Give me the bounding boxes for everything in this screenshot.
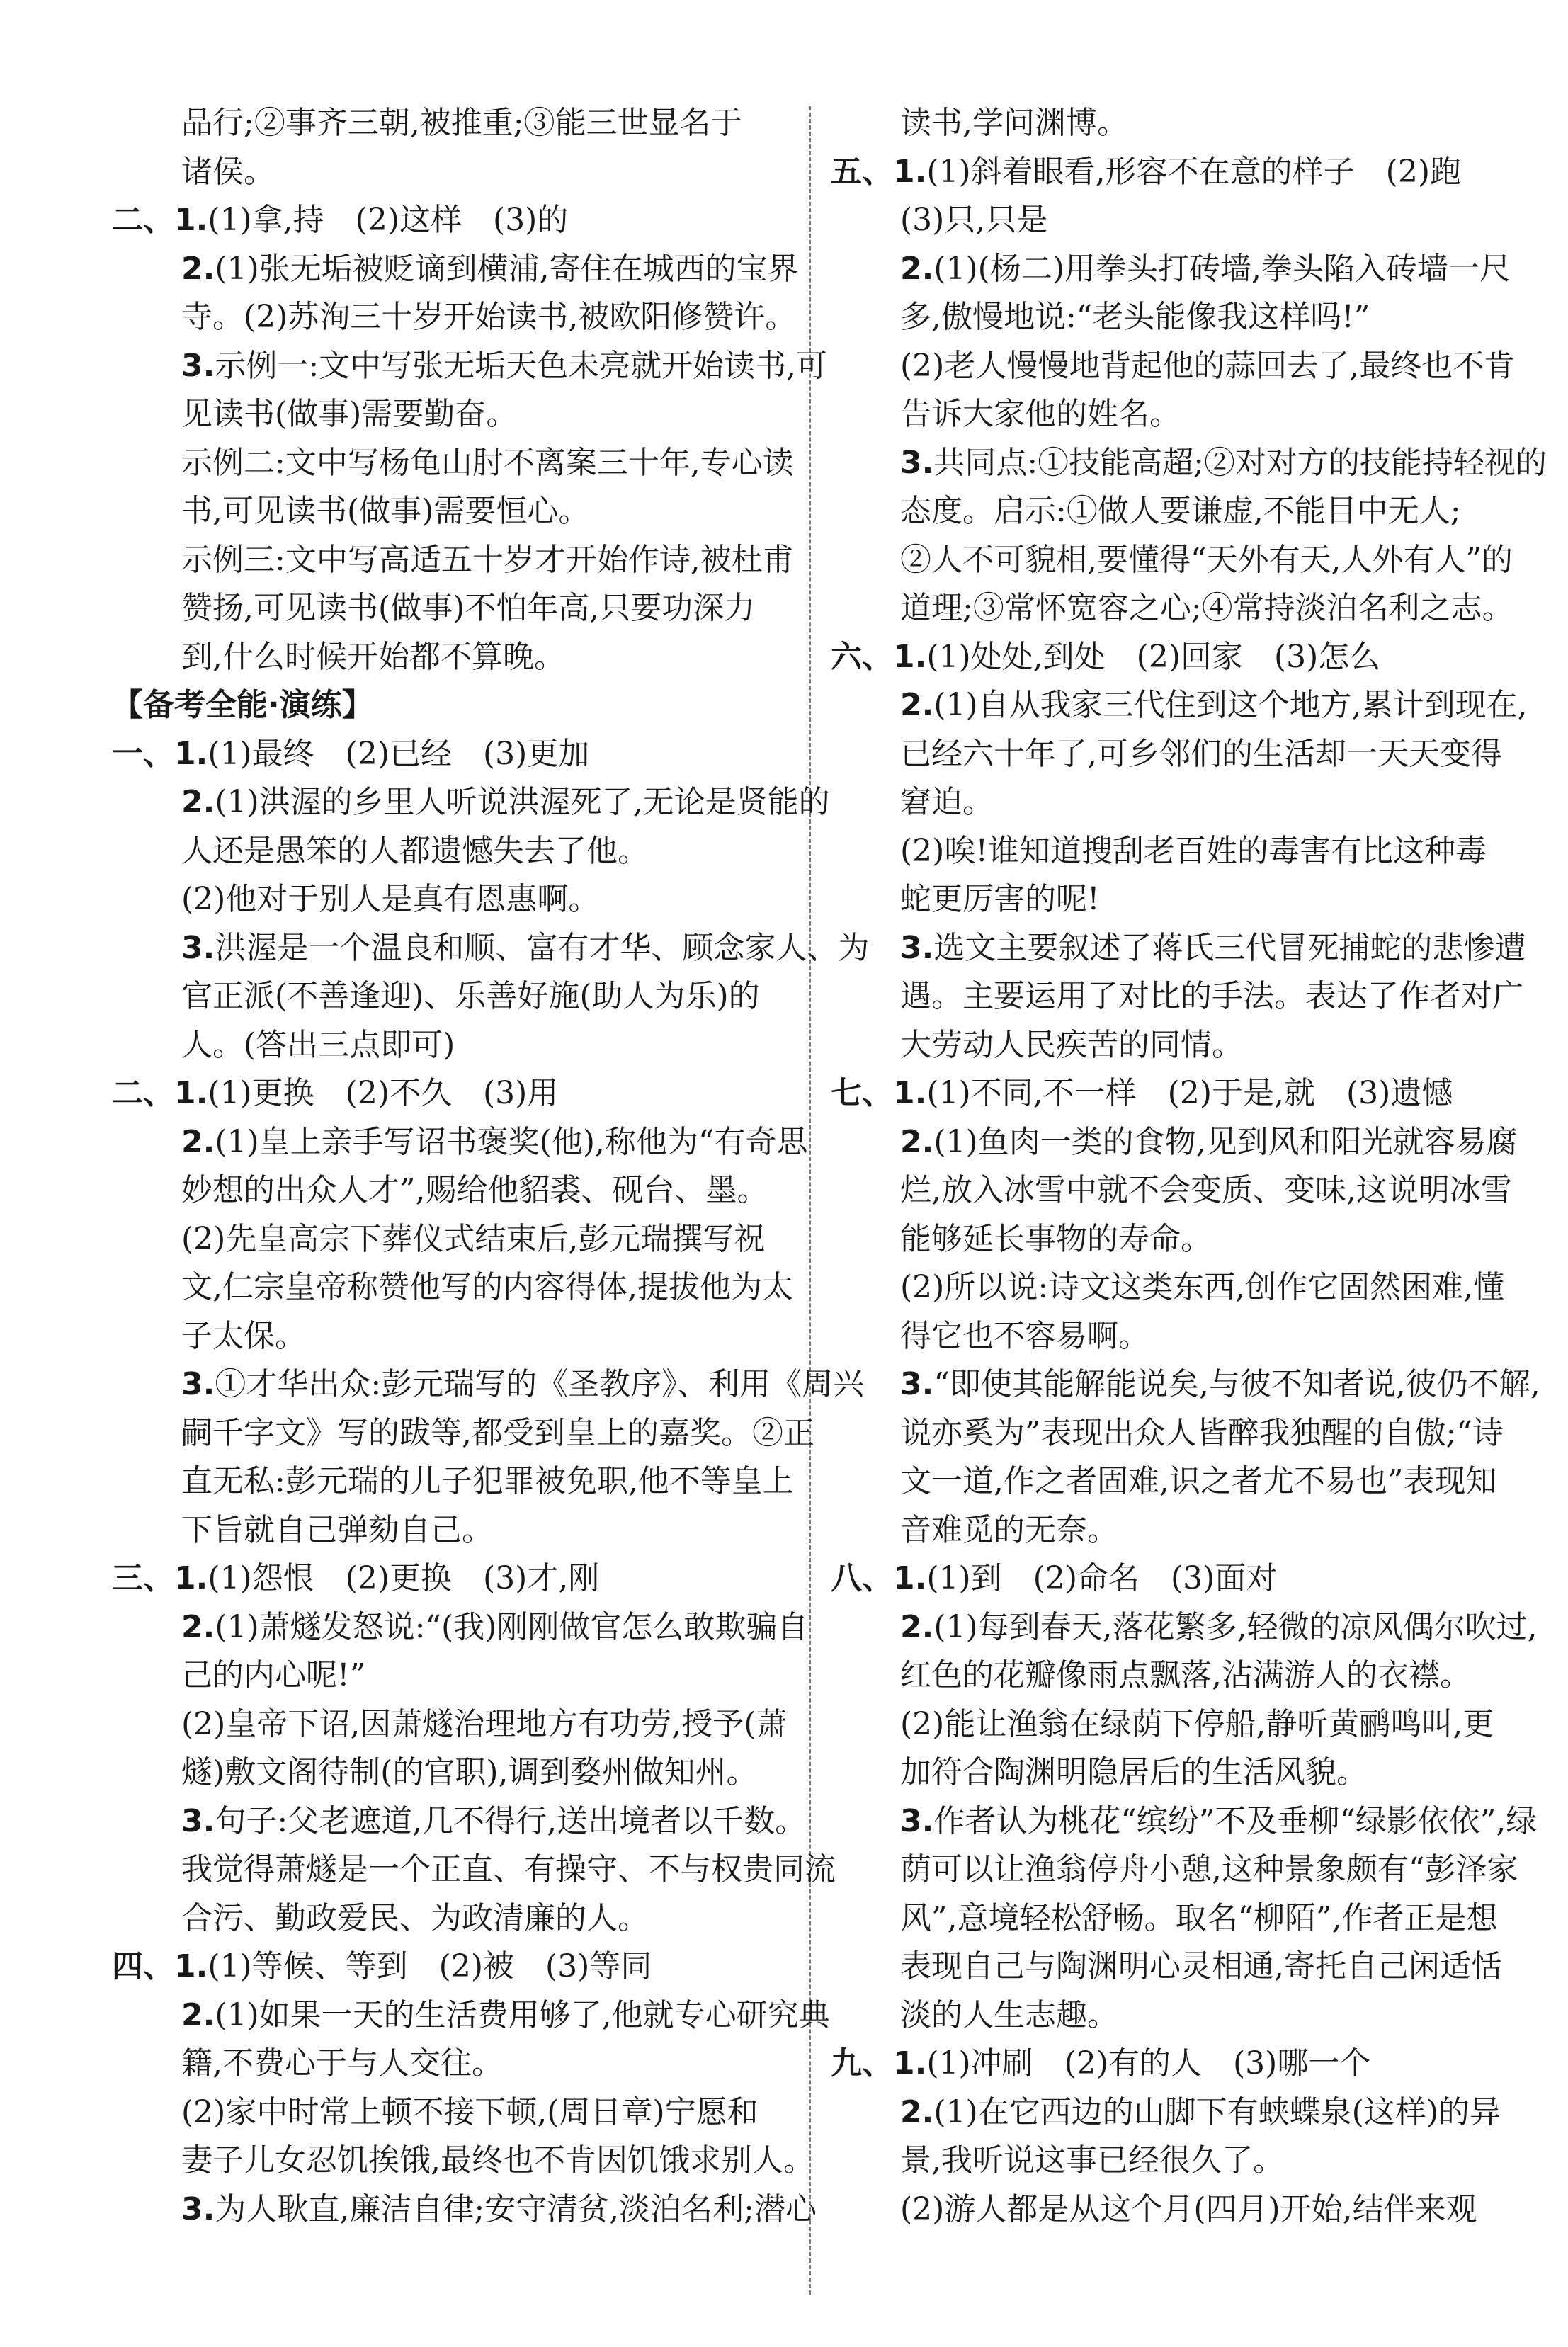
question-number: 3.	[181, 929, 215, 966]
answer-text: 读书,学问渊博。	[900, 105, 1128, 141]
answer-text: 荫可以让渔翁停舟小憩,这种景象颇有“彭泽家	[900, 1851, 1518, 1887]
answer-line	[112, 1506, 802, 1555]
answer-line	[112, 1846, 836, 1894]
answer-line	[112, 633, 802, 682]
answer-line	[831, 390, 1521, 439]
answer-text: 音难觅的无奈。	[900, 1511, 1118, 1548]
answer-line	[112, 1652, 802, 1700]
answer-text: 我觉得萧燧是一个正直、有操守、不与权贵同流	[181, 1851, 836, 1887]
answer-text: 已经六十年了,可乡邻们的生活却一天天变得	[900, 735, 1502, 772]
answer-line	[112, 196, 802, 245]
right-column	[831, 99, 1547, 2234]
answer-line	[112, 1943, 802, 1991]
answer-line	[112, 1215, 802, 1264]
answer-text: 燧)敷文阁待制(的官职),调到婺州做知州。	[181, 1754, 758, 1790]
answer-line	[112, 1749, 802, 1797]
answer-text: 加符合陶渊明隐居后的生活风貌。	[900, 1754, 1368, 1790]
answer-text: 得它也不容易啊。	[900, 1317, 1149, 1354]
answer-text: ①才华出众:彭元瑞写的《圣教序》、利用《周兴	[215, 1366, 865, 1402]
answer-text: (1)等候、等到 (2)被 (3)等同	[208, 1948, 652, 1984]
answer-line	[831, 1409, 1521, 1458]
answer-line	[112, 1700, 802, 1749]
answer-line	[112, 2040, 802, 2089]
question-number: 2.	[181, 1123, 215, 1160]
answer-line	[831, 293, 1521, 342]
answer-line	[112, 536, 802, 585]
question-number: 3.	[181, 1366, 215, 1402]
answer-line	[831, 730, 1521, 779]
answer-text: 文,仁宗皇帝称赞他写的内容得体,提拔他为太	[181, 1269, 793, 1305]
question-number: 2.	[900, 2093, 934, 2130]
question-number: 2.	[181, 250, 215, 287]
answer-line	[831, 1263, 1521, 1312]
answer-text: 烂,放入冰雪中就不会变质、变味,这说明冰雪	[900, 1172, 1512, 1208]
answer-line	[831, 1603, 1538, 1652]
answer-text: (1)斜着眼看,形容不在意的样子 (2)跑	[926, 153, 1461, 190]
answer-text: (2)家中时常上顿不接下顿,(周日章)宁愿和	[181, 2093, 759, 2130]
answer-text: (2)老人慢慢地背起他的蒜回去了,最终也不肯	[900, 347, 1516, 384]
answer-line	[112, 390, 802, 439]
answer-line	[831, 342, 1521, 391]
answer-text: 多,傲慢地说:“老头能像我这样吗!”	[900, 299, 1370, 335]
answer-text: 官正派(不善逢迎)、乐善好施(助人为乐)的	[181, 978, 760, 1014]
answer-text: 妻子儿女忍饥挨饿,最终也不肯因饥饿求别人。	[181, 2142, 814, 2178]
answer-text: (2)游人都是从这个月(四月)开始,结伴来观	[900, 2190, 1477, 2227]
answer-line	[831, 99, 1521, 148]
answer-text: 告诉大家他的姓名。	[900, 396, 1181, 432]
answer-line	[112, 972, 802, 1021]
answer-line	[112, 1069, 802, 1118]
answer-text: 书,可见读书(做事)需要恒心。	[181, 493, 590, 529]
answer-text: 到,什么时候开始都不算晚。	[181, 638, 565, 675]
answer-text: (1)拿,持 (2)这样 (3)的	[208, 202, 569, 238]
answer-text: 蛇更厉害的呢!	[900, 881, 1100, 917]
question-number: 七、1.	[831, 1075, 927, 1111]
answer-line	[831, 1894, 1521, 1943]
question-number: 六、1.	[831, 638, 927, 675]
question-number: 三、1.	[112, 1560, 208, 1596]
question-number: 3.	[900, 1802, 934, 1839]
answer-text: 洪渥是一个温良和顺、富有才华、顾念家人、为	[215, 929, 870, 966]
answer-line	[831, 2137, 1521, 2186]
answer-line	[112, 730, 802, 779]
answer-text: 态度。启示:①做人要谦虚,不能目中无人;	[900, 493, 1461, 529]
answer-line	[112, 584, 802, 633]
question-number: 八、1.	[831, 1560, 927, 1596]
answer-line	[831, 245, 1521, 294]
answer-line	[831, 1215, 1521, 1264]
answer-text: 示例一:文中写张无垢天色未亮就开始读书,可	[215, 347, 828, 384]
answer-text: 表现自己与陶渊明心灵相通,寄托自己闲适恬	[900, 1948, 1502, 1984]
answer-line	[112, 2137, 814, 2186]
left-column	[112, 99, 870, 2234]
answer-line	[831, 633, 1521, 682]
answer-line	[831, 584, 1521, 633]
answer-text: 子太保。	[181, 1317, 306, 1354]
question-number: 四、1.	[112, 1948, 208, 1984]
answer-text: 句子:父老遮道,几不得行,送出境者以千数。	[215, 1802, 807, 1839]
answer-text: (2)能让渔翁在绿荫下停船,静听黄鹂鸣叫,更	[900, 1705, 1494, 1742]
answer-text: (1)每到春天,落花繁多,轻微的凉风偶尔吹过,	[933, 1608, 1538, 1645]
question-number: 3.	[900, 444, 934, 481]
answer-text: 赞扬,可见读书(做事)不怕年高,只要功深力	[181, 590, 756, 626]
answer-line	[831, 1021, 1521, 1070]
question-number: 3.	[181, 1802, 215, 1839]
answer-line	[831, 1457, 1521, 1506]
answer-text: (2)所以说:诗文这类东西,创作它固然困难,懂	[900, 1269, 1505, 1305]
answer-text: (1)自从我家三代住到这个地方,累计到现在,	[933, 687, 1528, 723]
answer-line	[112, 778, 830, 827]
answer-text: 人。(答出三点即可)	[181, 1026, 455, 1063]
answer-text: 选文主要叙述了蒋氏三代冒死捕蛇的悲惨遭	[933, 929, 1526, 966]
answer-line	[831, 196, 1521, 245]
answer-text: (3)只,只是	[900, 202, 1048, 238]
answer-text: 籍,不费心于与人交往。	[181, 2045, 503, 2081]
answer-line	[112, 2089, 802, 2137]
answer-text: 下旨就自己弹劾自己。	[181, 1511, 493, 1548]
answer-line	[831, 2040, 1521, 2089]
answer-line	[831, 439, 1547, 488]
question-number: 五、1.	[831, 153, 927, 190]
question-number: 2.	[181, 784, 215, 820]
answer-line	[112, 1797, 807, 1846]
answer-line	[831, 1312, 1521, 1361]
answer-line	[831, 1555, 1521, 1603]
answer-text: 妙想的出众人才”,赐给他貂裘、砚台、墨。	[181, 1172, 768, 1208]
question-number: 2.	[900, 687, 934, 723]
question-number: 2.	[900, 1608, 934, 1645]
answer-text: (1)处处,到处 (2)回家 (3)怎么	[926, 638, 1381, 675]
answer-line	[112, 148, 802, 197]
answer-text: 景,我听说这事已经很久了。	[900, 2142, 1284, 2178]
answer-line	[831, 1652, 1521, 1700]
question-number: 2.	[900, 1123, 934, 1160]
answer-text: 品行;②事齐三朝,被推重;③能三世显名于	[181, 105, 742, 141]
answer-line	[112, 1409, 814, 1458]
answer-line	[831, 778, 1521, 827]
answer-line	[831, 1360, 1540, 1409]
answer-text: (1)萧燧发怒说:“(我)刚刚做官怎么敢欺骗自	[215, 1608, 809, 1645]
answer-line	[112, 681, 802, 730]
answer-line	[831, 681, 1528, 730]
answer-line	[831, 2089, 1521, 2137]
answer-text: “即使其能解能说矣,与彼不知者说,彼仍不解,	[933, 1366, 1540, 1402]
answer-text: (1)最终 (2)已经 (3)更加	[208, 735, 590, 772]
section-title: 【备考全能·演练】	[112, 687, 373, 723]
answer-text: ②人不可貌相,要懂得“天外有天,人外有人”的	[900, 541, 1513, 578]
question-number: 3.	[181, 347, 215, 384]
answer-text: (2)他对于别人是真有恩惠啊。	[181, 881, 600, 917]
answer-line	[112, 1555, 802, 1603]
answer-text: 直无私:彭元瑞的儿子犯罪被免职,他不等皇上	[181, 1463, 794, 1499]
answer-line	[831, 1506, 1521, 1555]
question-number: 2.	[181, 1996, 215, 2033]
answer-text: 道理;③常怀宽容之心;④常持淡泊名利之志。	[900, 590, 1513, 626]
answer-text: 红色的花瓣像雨点飘落,沾满游人的衣襟。	[900, 1657, 1471, 1693]
answer-text: (1)洪渥的乡里人听说洪渥死了,无论是贤能的	[215, 784, 830, 820]
answer-text: 作者认为桃花“缤纷”不及垂柳“绿影依依”,绿	[933, 1802, 1538, 1839]
answer-text: (1)皇上亲手写诏书褒奖(他),称他为“有奇思	[215, 1123, 808, 1160]
answer-line	[112, 1894, 802, 1943]
question-number: 3.	[900, 1366, 934, 1402]
answer-line	[112, 875, 802, 924]
answer-text: (1)张无垢被贬谪到横浦,寄住在城西的宝界	[215, 250, 799, 287]
answer-line	[112, 99, 802, 148]
answer-text: 示例三:文中写高适五十岁才开始作诗,被杜甫	[181, 541, 794, 578]
answer-text: 风”,意境轻松舒畅。取名“柳陌”,作者正是想	[900, 1899, 1498, 1936]
answer-text: (1)怨恨 (2)更换 (3)才,刚	[208, 1560, 600, 1596]
answer-text: 嗣千字文》写的跋等,都受到皇上的嘉奖。②正	[181, 1414, 814, 1451]
answer-text: 见读书(做事)需要勤奋。	[181, 396, 518, 432]
column-divider	[809, 106, 811, 2295]
answer-text: 说亦奚为”表现出众人皆醉我独醒的自傲;“诗	[900, 1414, 1504, 1451]
answer-text: (2)皇帝下诏,因萧燧治理地方有功劳,授予(萧	[181, 1705, 788, 1742]
answer-text: (1)鱼肉一类的食物,见到风和阳光就容易腐	[933, 1123, 1518, 1160]
answer-line	[831, 536, 1521, 585]
answer-line	[112, 1263, 802, 1312]
answer-line	[831, 1846, 1521, 1894]
question-number: 2.	[181, 1608, 215, 1645]
answer-text: (1)(杨二)用拳头打砖墙,拳头陷入砖墙一尺	[933, 250, 1511, 287]
answer-text: (2)先皇高宗下葬仪式结束后,彭元瑞撰写祝	[181, 1220, 766, 1257]
answer-line	[112, 1118, 808, 1167]
answer-text: 文一道,作之者固难,识之者尤不易也”表现知	[900, 1463, 1497, 1499]
answer-text: (1)不同,不一样 (2)于是,就 (3)遗憾	[926, 1075, 1453, 1111]
answer-text: (1)如果一天的生活费用够了,他就专心研究典	[215, 1996, 830, 2033]
answer-text: (1)到 (2)命名 (3)面对	[926, 1560, 1278, 1596]
answer-line	[112, 1457, 802, 1506]
question-number: 二、1.	[112, 1075, 208, 1111]
answer-text: (1)在它西边的山脚下有蛱蝶泉(这样)的异	[933, 2093, 1501, 2130]
answer-line	[831, 827, 1521, 876]
answer-line	[831, 924, 1526, 973]
answer-text: 共同点:①技能高超;②对对方的技能持轻视的	[933, 444, 1547, 481]
answer-line	[831, 972, 1521, 1021]
answer-text: 窘迫。	[900, 784, 994, 820]
question-number: 3.	[181, 2190, 215, 2227]
answer-line	[831, 1991, 1521, 2040]
answer-line	[112, 2186, 817, 2234]
question-number: 2.	[900, 250, 934, 287]
answer-line	[831, 1943, 1521, 1991]
question-number: 九、1.	[831, 2045, 927, 2081]
answer-line	[112, 342, 828, 391]
answer-text: 为人耿直,廉洁自律;安守清贫,淡泊名利;潜心	[215, 2190, 817, 2227]
answer-line	[112, 1603, 809, 1652]
answer-line	[831, 1749, 1521, 1797]
answer-line	[831, 148, 1521, 197]
answer-text: (1)冲刷 (2)有的人 (3)哪一个	[926, 2045, 1371, 2081]
answer-line	[112, 1021, 802, 1070]
question-number: 3.	[900, 929, 934, 966]
answer-text: 己的内心呢!”	[181, 1657, 366, 1693]
answer-line	[112, 439, 802, 488]
answer-line	[831, 2186, 1521, 2234]
answer-line	[831, 1069, 1521, 1118]
answer-line	[112, 1991, 830, 2040]
answer-text: 合污、勤政爱民、为政清廉的人。	[181, 1899, 649, 1936]
answer-line	[112, 293, 802, 342]
answer-line	[112, 487, 802, 536]
answer-line	[112, 827, 802, 876]
answer-line	[831, 875, 1521, 924]
answer-text: 淡的人生志趣。	[900, 1996, 1118, 2033]
answer-text: 能够延长事物的寿命。	[900, 1220, 1212, 1257]
answer-line	[831, 1700, 1521, 1749]
answer-line	[112, 1360, 865, 1409]
answer-text: (2)唉!谁知道搜刮老百姓的毒害有比这种毒	[900, 832, 1487, 869]
answer-line	[831, 1797, 1538, 1846]
answer-line	[831, 487, 1521, 536]
question-number: 一、1.	[112, 735, 208, 772]
answer-line	[112, 245, 802, 294]
answer-text: 寺。(2)苏洵三十岁开始读书,被欧阳修赞许。	[181, 299, 797, 335]
answer-text: 人还是愚笨的人都遗憾失去了他。	[181, 832, 649, 869]
answer-text: 示例二:文中写杨龟山肘不离案三十年,专心读	[181, 444, 794, 481]
answer-text: 大劳动人民疾苦的同情。	[900, 1026, 1243, 1063]
answer-text: 诸侯。	[181, 153, 275, 190]
answer-line	[112, 924, 870, 973]
answer-line	[112, 1312, 802, 1361]
answer-line	[831, 1118, 1521, 1167]
answer-line	[831, 1166, 1521, 1215]
answer-text: (1)更换 (2)不久 (3)用	[208, 1075, 559, 1111]
answer-line	[112, 1166, 802, 1215]
answer-text: 遇。主要运用了对比的手法。表达了作者对广	[900, 978, 1523, 1014]
question-number: 二、1.	[112, 202, 208, 238]
